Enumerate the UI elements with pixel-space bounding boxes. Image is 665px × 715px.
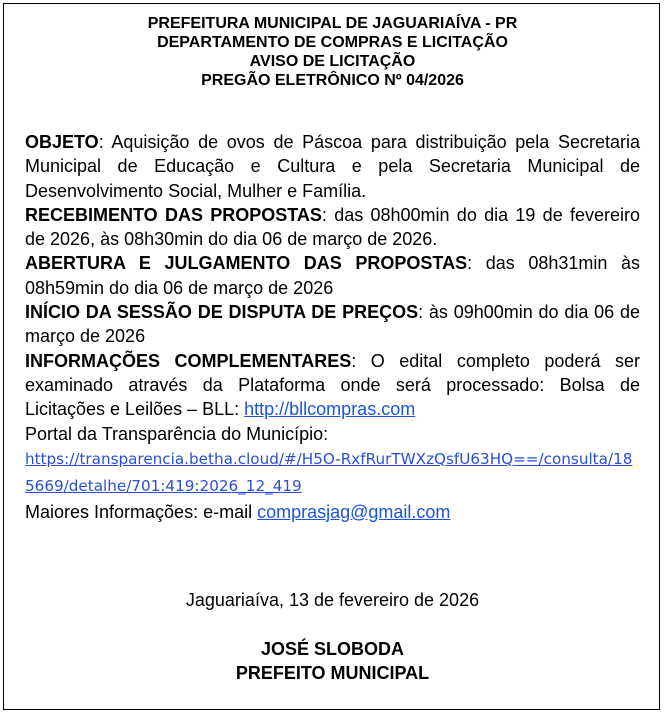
recebimento-paragraph: [25, 203, 640, 252]
portal-transparencia-link[interactable]: https://transparencia.betha.cloud/#/H5O-RxfRurTWXzQsfU63HQ==/consulta/185669/detalhe/701:419:2026_12_419: [25, 449, 633, 495]
signature-block: [0, 637, 665, 685]
objeto-text: : Aquisição de ovos de Páscoa para distribuição pela Secretaria Municipal de Educação e Cultura e pela Secretaria Municipal de Desenvolvimento Social, Mulher e Família.: [25, 132, 640, 201]
objeto-paragraph: [25, 130, 640, 203]
header-line-municipality: PREFEITURA MUNICIPAL DE JAGUARIAÍVA - PR: [147, 15, 518, 32]
recebimento-text: : das 08h00min do dia 19 de fevereiro de 2026, às 08h30min do dia 06 de março de 2026.: [25, 204, 641, 250]
header-line-department: DEPARTAMENTO DE COMPRAS E LICITAÇÃO: [157, 34, 508, 51]
portal-label: Portal da Transparência do Município:: [25, 423, 329, 444]
inicio-text: : às 09h00min do dia 06 de março de 2026: [25, 302, 640, 347]
bll-link[interactable]: http://bllcompras.com: [244, 399, 416, 420]
notice-date: Jaguariaíva, 13 de fevereiro de 2026: [185, 590, 480, 610]
info-paragraph: [25, 349, 640, 422]
info-text: : O edital completo poderá ser examinado através da Plataforma onde será processado: Bolsa de Licitações e Leilões – BLL:: [25, 350, 640, 420]
info-label: INFORMAÇÕES COMPLEMENTARES: [25, 350, 352, 371]
inicio-label: INÍCIO DA SESSÃO DE DISPUTA DE PREÇOS: [25, 302, 419, 323]
signatory-title: PREFEITO MUNICIPAL: [235, 663, 430, 683]
email-label: Maiores Informações: e-mail: [25, 501, 258, 522]
inicio-paragraph: [25, 300, 640, 349]
signatory-name: JOSÉ SLOBODA: [260, 639, 405, 659]
notice-header: [0, 14, 665, 90]
abertura-label: ABERTURA E JULGAMENTO DAS PROPOSTAS: [25, 253, 468, 274]
header-line-notice-type: AVISO DE LICITAÇÃO: [249, 53, 416, 70]
email-paragraph: [25, 500, 640, 524]
notice-body: [25, 130, 640, 524]
recebimento-label: RECEBIMENTO DAS PROPOSTAS: [25, 204, 322, 225]
abertura-paragraph: [25, 251, 640, 300]
objeto-label: OBJETO: [25, 132, 99, 152]
email-link[interactable]: comprasjag@gmail.com: [257, 501, 451, 522]
abertura-text: : das 08h31min às 08h59min do dia 06 de março de 2026: [25, 253, 641, 298]
header-line-auction-number: PREGÃO ELETRÔNICO Nº 04/2026: [201, 72, 464, 89]
